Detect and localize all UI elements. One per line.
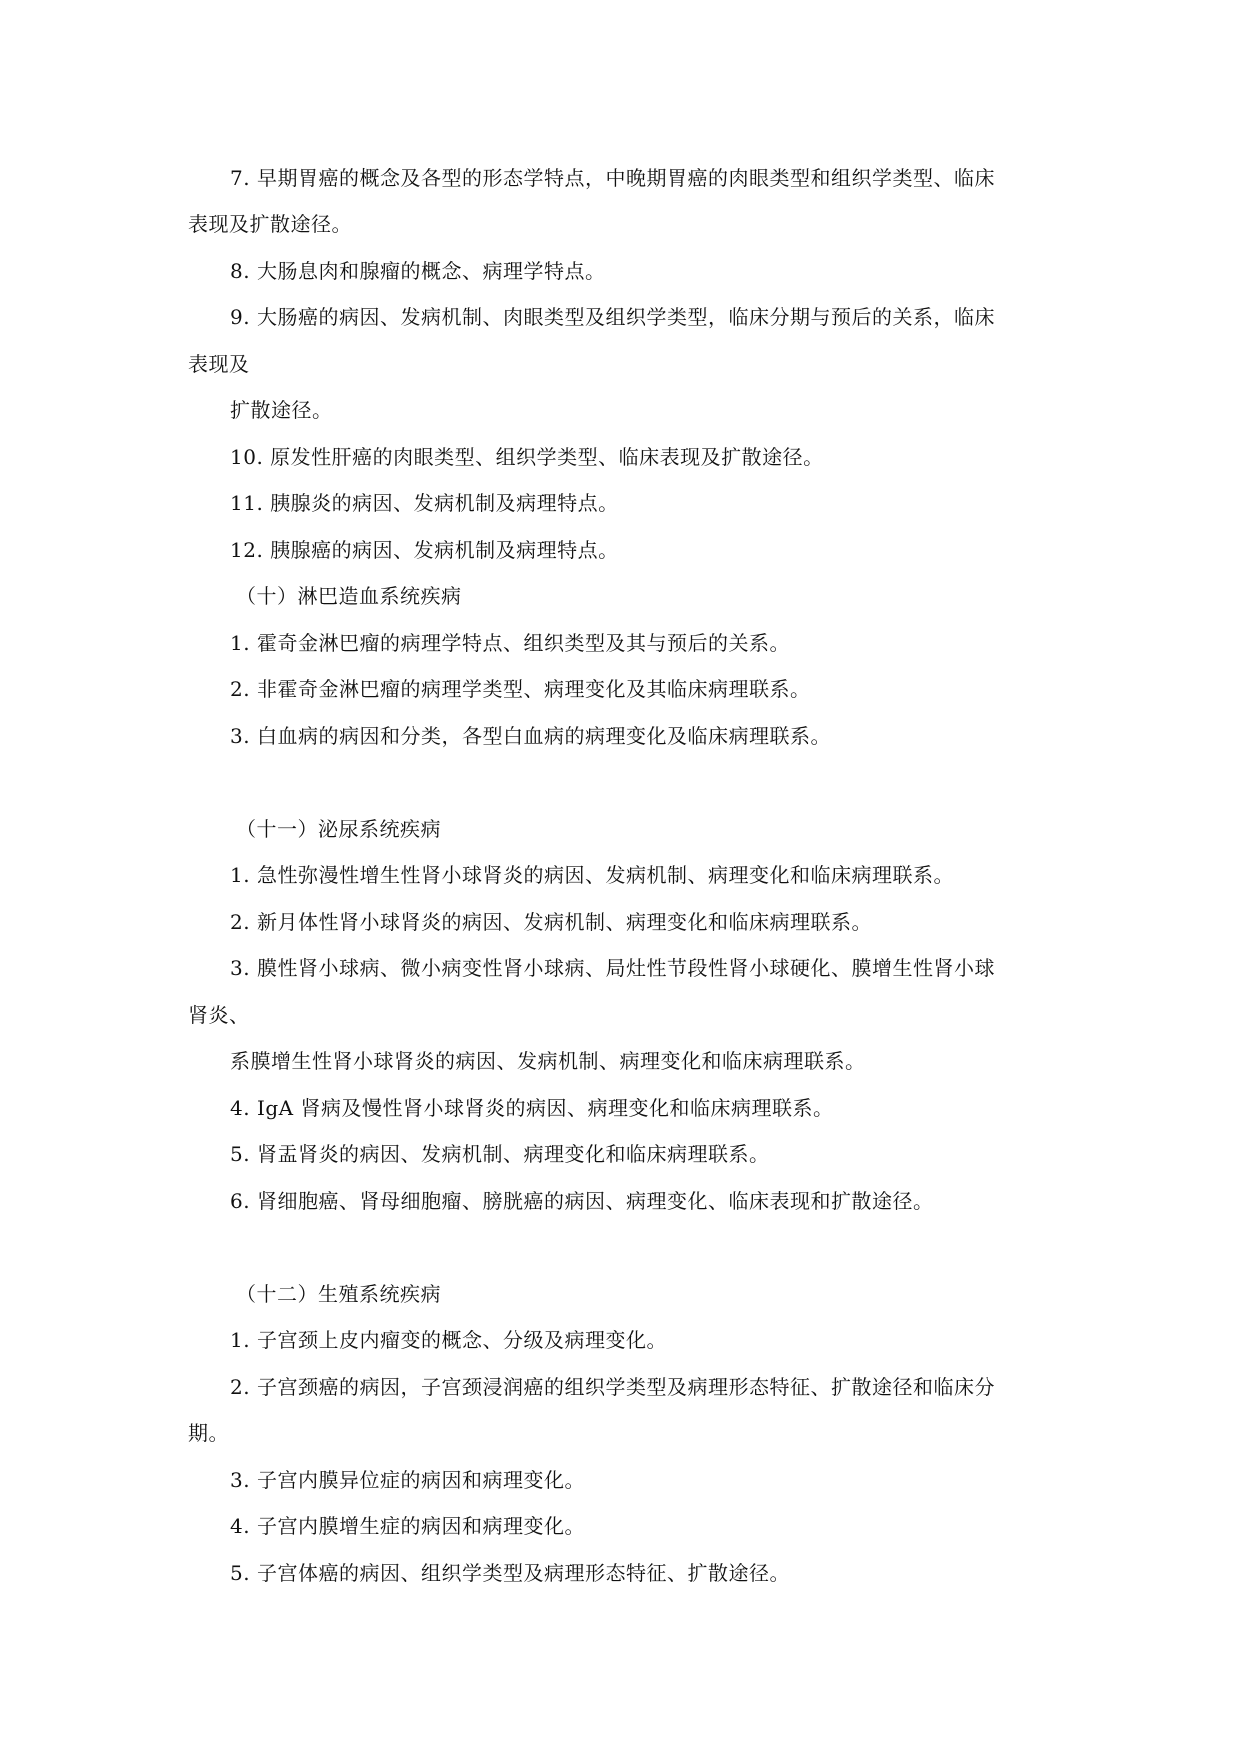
text-line: 系膜增生性肾小球肾炎的病因、发病机制、病理变化和临床病理联系。 — [230, 1049, 866, 1073]
text-line: 4. IgA 肾病及慢性肾小球肾炎的病因、病理变化和临床病理联系。 — [230, 1096, 834, 1120]
section-heading: （十一）泌尿系统疾病 — [236, 817, 441, 841]
text-line: 3. 膜性肾小球病、微小病变性肾小球病、局灶性节段性肾小球硬化、膜增生性肾小球 — [230, 956, 995, 980]
text-line: 表现及扩散途径。 — [188, 212, 352, 236]
text-line: 2. 子宫颈癌的病因，子宫颈浸润癌的组织学类型及病理形态特征、扩散途径和临床分 — [230, 1375, 995, 1399]
text-line: 表现及 — [188, 352, 250, 376]
text-line: 扩散途径。 — [230, 398, 333, 422]
text-line: 5. 子宫体癌的病因、组织学类型及病理形态特征、扩散途径。 — [230, 1561, 790, 1585]
text-line: 期。 — [188, 1421, 229, 1445]
text-line: 6. 肾细胞癌、肾母细胞瘤、膀胱癌的病因、病理变化、临床表现和扩散途径。 — [230, 1189, 934, 1213]
text-line: 12. 胰腺癌的病因、发病机制及病理特点。 — [230, 538, 619, 562]
text-line: 5. 肾盂肾炎的病因、发病机制、病理变化和临床病理联系。 — [230, 1142, 770, 1166]
text-line: 2. 非霍奇金淋巴瘤的病理学类型、病理变化及其临床病理联系。 — [230, 677, 811, 701]
text-line: 肾炎、 — [188, 1003, 250, 1027]
text-line: 10. 原发性肝癌的肉眼类型、组织学类型、临床表现及扩散途径。 — [230, 445, 824, 469]
text-line: 3. 子宫内膜异位症的病因和病理变化。 — [230, 1468, 585, 1492]
text-line: 1. 急性弥漫性增生性肾小球肾炎的病因、发病机制、病理变化和临床病理联系。 — [230, 863, 954, 887]
text-line: 1. 子宫颈上皮内瘤变的概念、分级及病理变化。 — [230, 1328, 667, 1352]
text-line: 8. 大肠息肉和腺瘤的概念、病理学特点。 — [230, 259, 606, 283]
section-heading: （十二）生殖系统疾病 — [236, 1282, 441, 1306]
section-heading: （十）淋巴造血系统疾病 — [236, 584, 462, 608]
text-line: 11. 胰腺炎的病因、发病机制及病理特点。 — [230, 491, 619, 515]
text-line: 4. 子宫内膜增生症的病因和病理变化。 — [230, 1514, 585, 1538]
text-line: 7. 早期胃癌的概念及各型的形态学特点，中晚期胃癌的肉眼类型和组织学类型、临床 — [230, 166, 995, 190]
text-line: 2. 新月体性肾小球肾炎的病因、发病机制、病理变化和临床病理联系。 — [230, 910, 872, 934]
text-line: 1. 霍奇金淋巴瘤的病理学特点、组织类型及其与预后的关系。 — [230, 631, 790, 655]
text-line: 9. 大肠癌的病因、发病机制、肉眼类型及组织学类型，临床分期与预后的关系，临床 — [230, 305, 995, 329]
text-line: 3. 白血病的病因和分类，各型白血病的病理变化及临床病理联系。 — [230, 724, 831, 748]
